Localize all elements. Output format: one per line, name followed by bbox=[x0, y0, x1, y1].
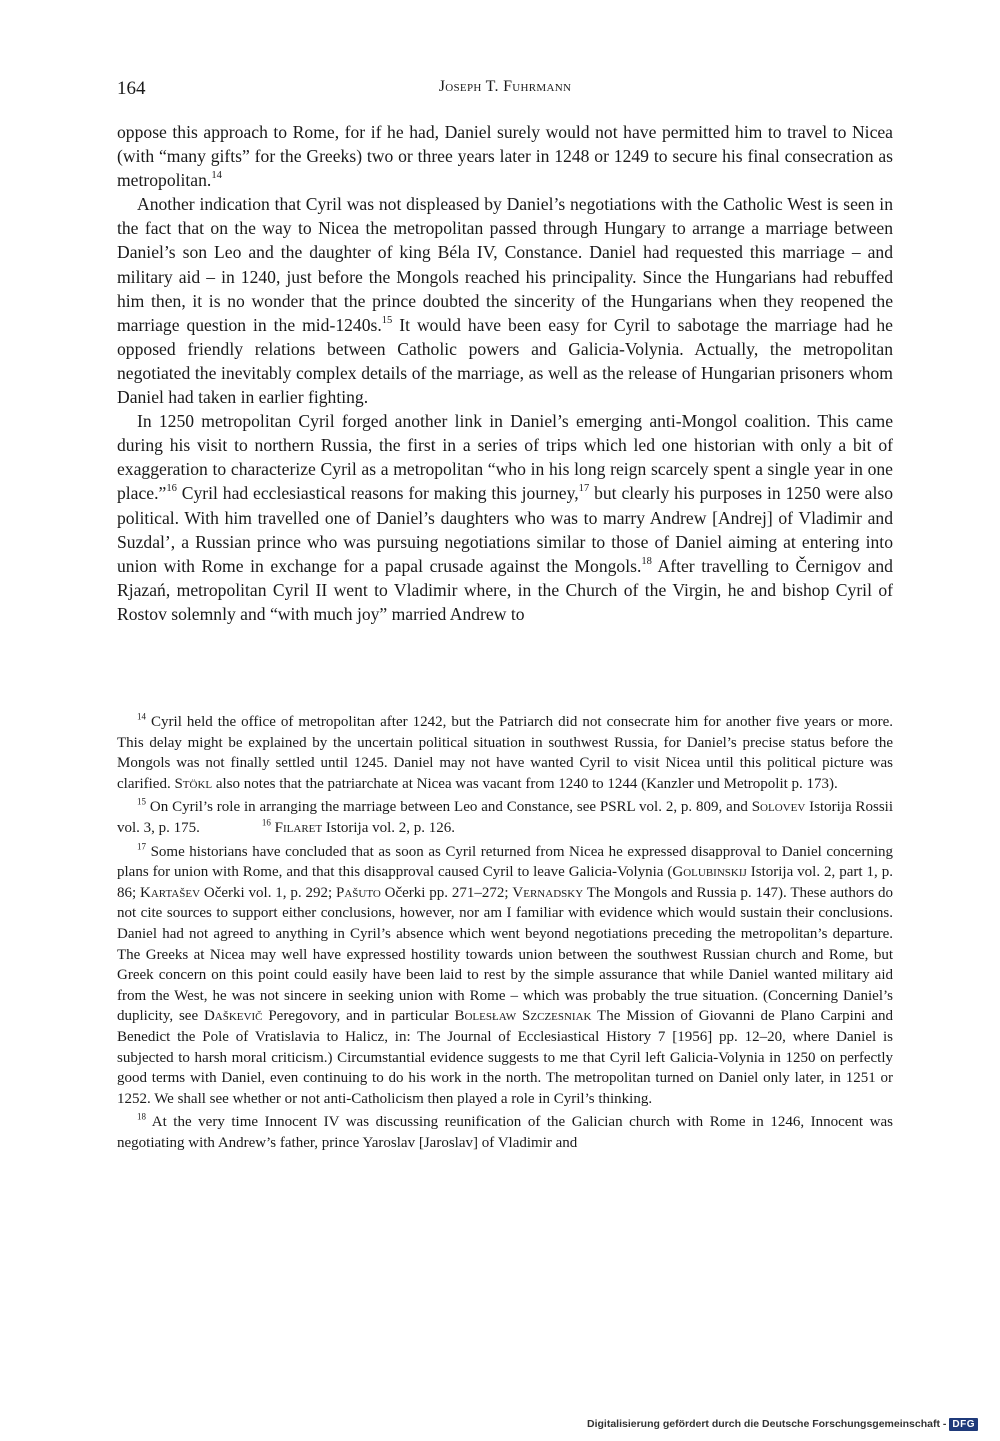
footnote-15-16: $^{15}$ On Cyril’s role in arranging the marriage between Leo and Constance, see PSRL vol. 2, p. 809, and Solovev Istorija Rossii vol. 3, p. 175. $^{16}$ Filaret Istorija vol. 2, p. 126. bbox=[117, 796, 894, 836]
running-head: Joseph T. Fuhrmann bbox=[438, 78, 572, 95]
footnote-18: $^{18}$ At the very time Innocent IV was discussing reunification of the Galician church with Rome in 1246, Innocent was negotiating with Andrew’s father, prince Yaroslav [Jaroslav] of Vladimir and bbox=[117, 1111, 893, 1151]
footnote-14: $^{14}$ Cyril held the office of metropolitan after 1242, but the Patriarch did not consecrate him for another five years or more. This delay might be explained by the uncertain political situation in southwest Russia, for Daniel’s precise status before the Mongols was not finally settled until 1245. Daniel may not have wanted Cyril to visit Nicea until this political picture was clarified. Stökl also notes that the patriarchate at Nicea was vacant from 1240 to 1244 (Kanzler und Metropolit p. 173). bbox=[117, 711, 893, 792]
footnote-ref: 14 bbox=[211, 170, 222, 182]
footnote-ref: 15 bbox=[381, 314, 393, 326]
paragraph: Another indication that Cyril was not displeased by Daniel’s negotiations with the Catholic West is seen in the fact that on the way to Nicea the metropolitan passed through Hungary to arrange a marriage between Daniel’s son Leo and the daughter of king Béla IV, Constance. Daniel had requested this marriage – and military aid – in 1240, just before the Mongols reached his principality. Since the Hungarians had rebuffed him then, it is no wonder that the prince doubted the sincerity of the Hungarians when they reopened the marriage question in the mid-1240s.$^{15}$ It would have been easy for Cyril to sabotage the marriage had he opposed friendly relations between Catholic powers and Galicia-Volynia. Actually, the metropolitan negotiated the inevitably complex details of the marriage, as well as the release of Hungarian prisoners whom Daniel had taken in earlier fighting. bbox=[117, 194, 893, 408]
footnote-17: $^{17}$ Some historians have concluded that as soon as Cyril returned from Nicea he expressed disapproval to Daniel concerning plans for union with Rome, and that this disapproval caused Cyril to leave Galicia-Volynia (Golubinskij Istorija vol. 2, part 1, p. 86; Kartašev Očerki vol. 1, p. 292; Pašuto Očerki pp. 271–272; Vernadsky The Mongols and Russia p. 147). These authors do not cite sources to support either conclusions, however, nor am I familiar with evidence which would sustain their conclusions. Daniel had not agreed to anything in Cyril’s absence which went beyond negotiations preceding the metropolitan’s departure. The Greeks at Nicea may well have expressed hostility towards union between the southwest Russian church and Rome, but Greek concern on this point could easily have been laid to rest by the simple assurance that while Daniel wanted military aid from the West, he was not sincere in seeking union with Rome – which was probably the true situation. (Concerning Daniel’s duplicity, see Daškevič Peregovory, and in particular Bolesław Szczesniak The Mission of Giovanni de Plano Carpini and Benedict the Pole of Vratislavia to Halicz, in: The Journal of Ecclesiastical History 7 [1956] pp. 12–20, where Daniel is subjected to harsh moral criticism.) Circumstantial evidence suggests to me that Cyril left Galicia-Volynia in 1250 on perfectly good terms with Daniel, even continuing to do his work in the north. The metropolitan turned on Daniel only later, in 1251 or 1252. We shall see whether or not anti-Catholicism then played a role in Cyril’s thinking. bbox=[117, 840, 893, 1107]
dfg-logo: DFG bbox=[949, 1418, 978, 1431]
footnote-ref: 18 bbox=[641, 555, 652, 567]
footnotes bbox=[117, 712, 893, 1156]
digitization-note: Digitalisierung gefördert durch die Deutsche Forschungsgemeinschaft - bbox=[587, 1418, 947, 1430]
paragraph: In 1250 metropolitan Cyril forged another link in Daniel’s emerging anti-Mongol coalition. This came during his visit to northern Russia, the first in a series of trips which led one historian with only a bit of exaggeration to characterize Cyril as a metropolitan “who in his long reign scarcely spent a single year in one place.”$^{16}$ Cyril had ecclesiastical reasons for making this journey,$^{17}$ but clearly his purposes in 1250 were also political. With him travelled one of Daniel’s daughters who was to marry Andrew [Andrej] of Vladimir and Suzdal’, a Russian prince who was pursuing negotiations similar to those of Daniel aiming at entering into union with Rome in exchange for a papal crusade against the Mongols.$^{18}$ After travelling to Černigov and Rjazań, metropolitan Cyril II went to Vladimir where, in the Church of the Virgin, he and bishop Cyril of Rostov solemnly and “with much joy” married Andrew to bbox=[117, 411, 893, 624]
paragraph-continued: oppose this approach to Rome, for if he had, Daniel surely would not have permitted him to travel to Nicea (with “many gifts” for the Greeks) two or three years later in 1248 or 1249 to secure his final consecration as metropolitan.$^{14}$ bbox=[117, 122, 893, 191]
page-header bbox=[117, 78, 893, 104]
main-text bbox=[117, 120, 893, 626]
footnote-ref: 16 bbox=[166, 483, 177, 495]
page-number: 164 bbox=[117, 78, 146, 99]
digitization-footer bbox=[587, 1416, 978, 1432]
footnote-ref: 17 bbox=[578, 483, 590, 495]
